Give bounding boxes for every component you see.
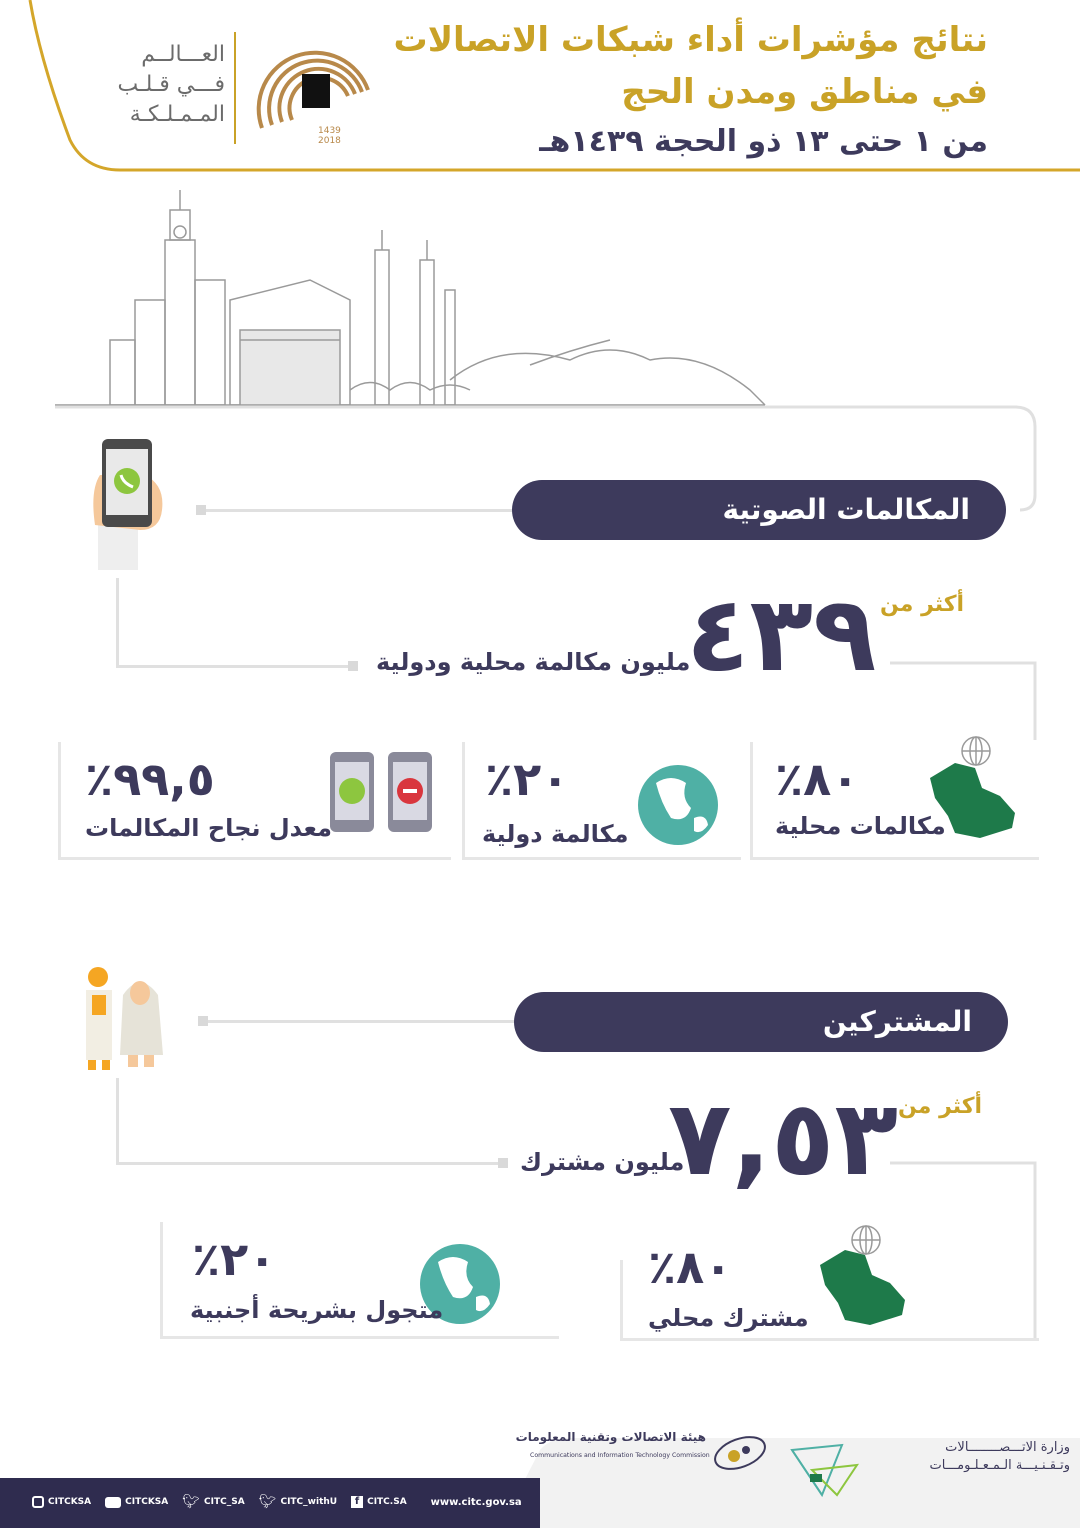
stat-success-rate-value: ٩٩,٥٪ <box>85 752 215 806</box>
stat-intl-calls-label: مكالمة دولية <box>482 820 629 848</box>
stat-roaming-subs-value: ٢٠٪ <box>192 1232 277 1286</box>
makkah-skyline-illustration <box>50 190 770 410</box>
globe-icon <box>636 763 720 847</box>
logo-line-1: العـــالــم <box>141 42 225 67</box>
subs-big-value: ٧,٥٣ <box>668 1077 898 1199</box>
voice-connector-h2 <box>116 665 356 668</box>
youtube-icon <box>105 1497 121 1508</box>
social-label: CITCKSA <box>125 1497 169 1507</box>
title-line-2: في مناطق ومدن الحج <box>621 72 988 112</box>
citc-logo-en: Communications and Information Technology Commission <box>530 1452 710 1459</box>
hajj-logo-emblem <box>250 30 380 150</box>
voice-connector-v <box>116 578 119 668</box>
stat-local-subs-label: مشترك محلي <box>648 1304 809 1332</box>
ministry-name-line-1: وزارة الاتـــصــــــــالات <box>945 1440 1070 1455</box>
logo-slogan <box>95 40 225 130</box>
subs-big-desc: مليون مشترك <box>520 1148 685 1176</box>
ministry-emblem-icon <box>782 1440 862 1500</box>
instagram-icon <box>32 1496 44 1508</box>
pilgrims-icon <box>78 965 170 1070</box>
logo-year-greg: 2018 <box>318 136 341 146</box>
logo-line-3: المـمـلـكـة <box>129 102 225 127</box>
citc-emblem-icon <box>710 1430 770 1476</box>
voice-big-desc: مليون مكالمة محلية ودولية <box>376 648 691 676</box>
social-facebook[interactable] <box>351 1496 407 1508</box>
subs-connector-h <box>202 1020 522 1023</box>
subs-connector-dot-2 <box>498 1158 508 1168</box>
voice-connector-h <box>198 509 518 512</box>
citc-logo-ar: هيئة الاتصالات وتقنية المعلومات <box>515 1430 706 1444</box>
facebook-icon: f <box>351 1496 363 1508</box>
social-label: CITC_SA <box>204 1497 245 1507</box>
logo-divider <box>234 32 236 144</box>
logo-line-2: فـــي قـلـب <box>117 72 225 97</box>
hand-phone-icon <box>90 435 170 570</box>
stat-local-calls-value: ٨٠٪ <box>775 752 860 806</box>
website-link[interactable]: www.citc.gov.sa <box>430 1496 522 1508</box>
twitter-icon: 🐦︎ <box>258 1494 277 1510</box>
voice-more-than: أكثر من <box>880 592 965 617</box>
two-phones-icon <box>328 750 436 834</box>
social-twitter-withu[interactable] <box>259 1494 337 1510</box>
social-twitter[interactable] <box>182 1494 244 1510</box>
title-line-3: من ١ حتى ١٣ ذو الحجة ١٤٣٩هـ <box>539 124 988 159</box>
stat-intl-calls-value: ٢٠٪ <box>485 752 570 806</box>
stat-roaming-subs-label: متجول بشريحة أجنبية <box>190 1296 444 1324</box>
voice-bracket <box>890 660 1040 740</box>
social-label: CITC_withU <box>280 1497 338 1507</box>
twitter-icon: 🐦︎ <box>182 1494 201 1510</box>
social-label: CITCKSA <box>48 1497 92 1507</box>
voice-big-value: ٤٣٩ <box>686 573 877 695</box>
stat-local-calls-label: مكالمات محلية <box>775 812 946 840</box>
social-youtube[interactable] <box>105 1497 168 1508</box>
logo-year-hijri: 1439 <box>318 126 341 136</box>
stat-success-rate-label: معدل نجاح المكالمات <box>85 814 332 842</box>
voice-section-title: المكالمات الصوتية <box>512 480 1006 540</box>
saudi-map-icon-2 <box>810 1245 910 1330</box>
subs-connector-h2 <box>116 1162 506 1165</box>
subs-more-than: أكثر من <box>898 1094 983 1119</box>
footer-social-links <box>32 1494 522 1510</box>
ministry-name-line-2: وتـقـنـيـــة الـمـعـلـومـــات <box>929 1458 1070 1473</box>
voice-connector-dot <box>196 505 206 515</box>
social-instagram[interactable] <box>32 1496 91 1508</box>
subs-section-title: المشتركين <box>514 992 1008 1052</box>
social-label: CITC.SA <box>367 1497 407 1507</box>
subs-connector-dot <box>198 1016 208 1026</box>
title-line-1: نتائج مؤشرات أداء شبكات الاتصالات <box>393 20 988 60</box>
stat-local-subs-value: ٨٠٪ <box>648 1240 733 1294</box>
voice-connector-dot-2 <box>348 661 358 671</box>
subs-connector-v <box>116 1078 119 1165</box>
